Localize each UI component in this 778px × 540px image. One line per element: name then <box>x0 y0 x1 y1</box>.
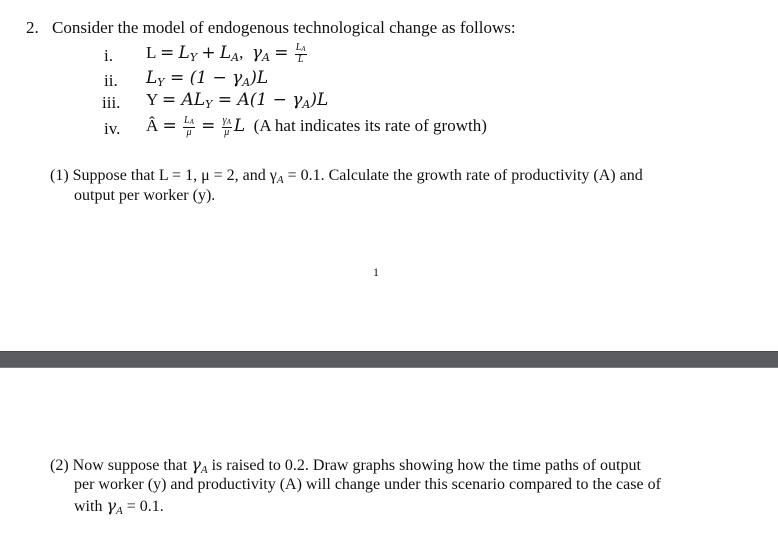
part1-question-line1: (1) Suppose that L = 1, μ = 2, and $\gamma_A = 0.1$. Calculate the growth rate of productivity (A) and <box>50 167 643 186</box>
page-number: 1 <box>373 265 379 279</box>
equation-label-ii: ii. <box>104 71 118 90</box>
part2-question-line2: per worker (y) and productivity (A) will change under this scenario compared to the case of <box>74 476 661 493</box>
equation-label-iii: iii. <box>102 93 121 112</box>
equation-i: $L = L_Y + L_A$, $\gamma_A$ = $\frac{LA}{L}$ <box>146 42 306 66</box>
problem-intro: Consider the model of endogenous technological change as follows: <box>52 18 516 37</box>
equation-iii: $Y = AL_Y = A(1 - \gamma_A)L$ <box>146 90 329 111</box>
page-break-divider <box>0 351 778 368</box>
equation-label-iv: iv. <box>104 119 121 138</box>
equation-iv: Â = $\frac{LA}{\mu}$ = $\frac{\gamma A}{\mu}$ L (A hat indicates its rate of growth) <box>146 115 487 139</box>
equation-iv-note: (A hat indicates its rate of growth) <box>253 116 487 135</box>
equation-ii: $L_Y = (1 - \gamma_A)L$ <box>146 68 269 89</box>
part2-question-line1: (2) Now suppose that $\gamma_A$ is raised to 0.2. Draw graphs showing how the time paths of output <box>50 455 641 476</box>
part2-question-line3: with $\gamma_A = 0.1$. <box>74 496 164 517</box>
equation-label-i: i. <box>104 46 113 65</box>
problem-number: 2. <box>26 18 39 37</box>
part1-question-line2: output per worker (y). <box>74 187 216 204</box>
